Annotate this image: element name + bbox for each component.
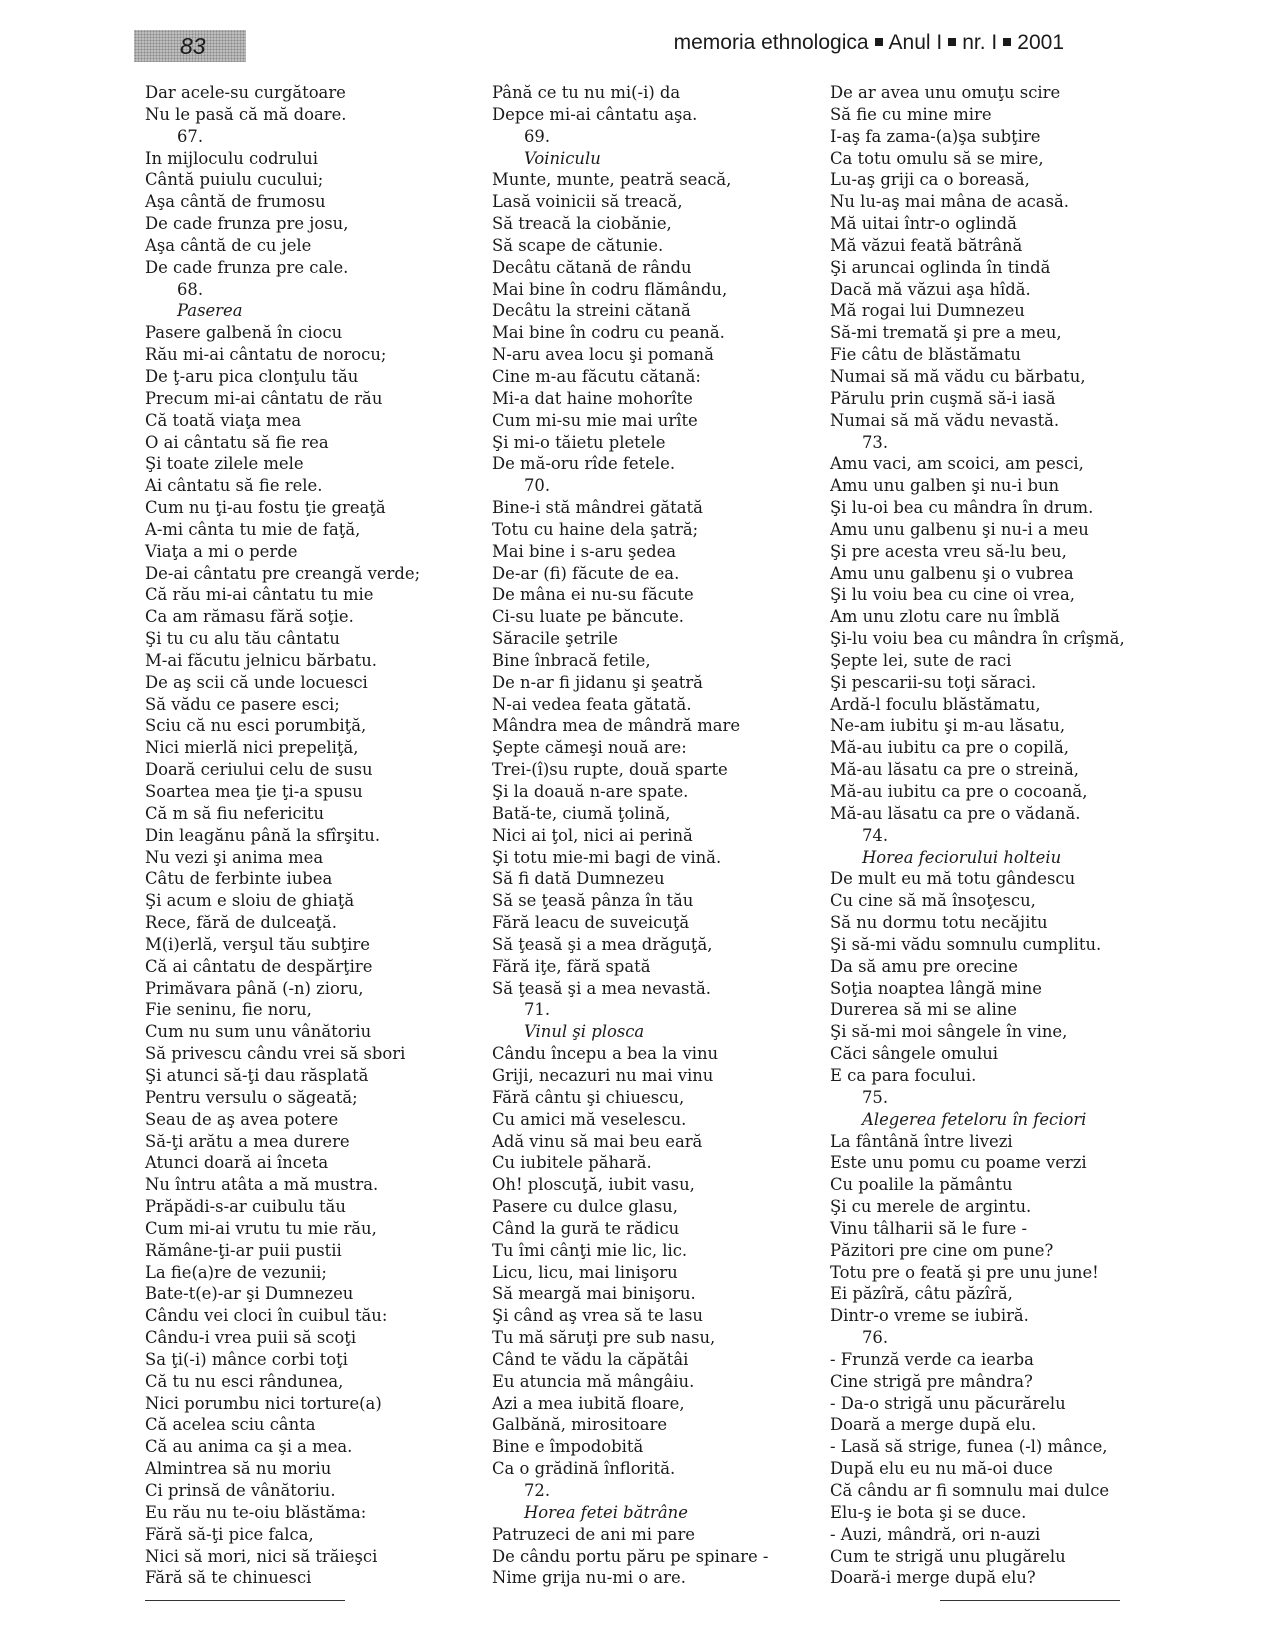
verse-line: Doară ceriului celu de susu bbox=[145, 760, 373, 780]
verse-line: N-ai vedea feata gătată. bbox=[492, 694, 692, 714]
poem-title: Horea feciorului holteiu bbox=[862, 847, 1062, 867]
verse-line: Că acelea sciu cânta bbox=[145, 1415, 316, 1435]
verse-line: Vinu tâlharii să le fure - bbox=[830, 1218, 1028, 1238]
verse-line: A-mi cânta tu mie de faţă, bbox=[145, 519, 361, 539]
verse-line: Fără cântu şi chiuescu, bbox=[492, 1087, 685, 1107]
verse-line: Şi aruncai oglinda în tindă bbox=[830, 257, 1051, 277]
verse-line: Lu-aş griji ca o boreasă, bbox=[830, 170, 1030, 190]
verse-line: Mă-au lăsatu ca pre o streină, bbox=[830, 760, 1079, 780]
footer-rule-right bbox=[940, 1600, 1120, 1601]
verse-line: Să-mi tremată şi pre a meu, bbox=[830, 323, 1062, 343]
verse-line: Cu poalile la pământu bbox=[830, 1175, 1013, 1195]
verse-line: Căci sângele omului bbox=[830, 1044, 999, 1064]
verse-line: Şi totu mie-mi bagi de vină. bbox=[492, 847, 722, 867]
verse-line: - Lasă să strige, funea (-l) mânce, bbox=[830, 1437, 1108, 1457]
verse-line: Griji, necazuri nu mai vinu bbox=[492, 1065, 714, 1085]
verse-line: Să scape de cătunie. bbox=[492, 235, 664, 255]
verse-line: Fără să-ţi pice falca, bbox=[145, 1524, 314, 1544]
verse-line: Rău mi-ai cântatu de norocu; bbox=[145, 345, 387, 365]
verse-line: Să ţeasă şi a mea drăguţă, bbox=[492, 934, 713, 954]
verse-line: Sciu că nu esci porumbiţă, bbox=[145, 716, 367, 736]
verse-line: De aş scii că unde locuesci bbox=[145, 672, 368, 692]
verse-line: După elu eu nu mă-oi duce bbox=[830, 1459, 1053, 1479]
poem-title: Vinul şi plosca bbox=[524, 1022, 645, 1042]
verse-line: De n-ar fi jidanu şi şeatră bbox=[492, 672, 703, 692]
verse-line: Nici să mori, nici să trăieşci bbox=[145, 1546, 378, 1566]
verse-line: Ca totu omulu să se mire, bbox=[830, 148, 1044, 168]
verse-line: Licu, licu, mai linişoru bbox=[492, 1262, 678, 1282]
verse-line: Precum mi-ai cântatu de rău bbox=[145, 388, 383, 408]
text-column-right bbox=[830, 82, 1125, 1589]
verse-line: - Auzi, mândră, ori n-auzi bbox=[830, 1524, 1041, 1544]
verse-line: Şi mi-o tăietu pletele bbox=[492, 432, 666, 452]
running-header bbox=[674, 28, 1064, 58]
verse-line: Ardă-l foculu blăstămatu, bbox=[830, 694, 1041, 714]
verse-line: Şepte lei, sute de raci bbox=[830, 650, 1012, 670]
poem-number: 72. bbox=[524, 1481, 551, 1500]
verse-line: Amu vaci, am scoici, am pesci, bbox=[830, 454, 1084, 474]
verse-line: Cându vei cloci în cuibul tău: bbox=[145, 1306, 388, 1326]
verse-line: Ei păzîră, câtu păzîră, bbox=[830, 1284, 1013, 1304]
verse-line: De mâna ei nu-su făcute bbox=[492, 585, 694, 605]
verse-line: Tu îmi cânţi mie lic, lic. bbox=[492, 1240, 688, 1260]
verse-line: La fântână între livezi bbox=[830, 1131, 1013, 1151]
verse-line: Patruzeci de ani mi pare bbox=[492, 1524, 695, 1544]
verse-line: Părulu prin cuşmă să-i iasă bbox=[830, 388, 1056, 408]
verse-line: Şi să-mi vădu somnulu cumplitu. bbox=[830, 934, 1102, 954]
verse-line: Munte, munte, peatră seacă, bbox=[492, 170, 732, 190]
verse-line: Când te vădu la căpătâi bbox=[492, 1349, 689, 1369]
poem-number: 69. bbox=[524, 126, 551, 146]
verse-line: Viaţa a mi o perde bbox=[145, 541, 298, 561]
verse-line: Bată-te, ciumă ţolină, bbox=[492, 803, 671, 823]
verse-line: Mă-au iubitu ca pre o cocoană, bbox=[830, 782, 1088, 801]
verse-line: Când la gură te rădicu bbox=[492, 1218, 680, 1238]
year-label: Anul I bbox=[888, 31, 943, 54]
verse-line: Aşa cântă de frumosu bbox=[145, 192, 326, 212]
verse-line: Almintrea să nu moriu bbox=[145, 1459, 332, 1479]
verse-line: Elu-ş ie bota şi se duce. bbox=[830, 1502, 1027, 1522]
verse-line: Să-ţi arătu a mea durere bbox=[145, 1131, 350, 1151]
square-bullet-icon bbox=[1003, 38, 1011, 46]
verse-line: Fie câtu de blăstămatu bbox=[830, 345, 1021, 365]
text-column-left bbox=[145, 82, 420, 1589]
verse-line: Că cându ar fi somnulu mai dulce bbox=[830, 1481, 1110, 1500]
verse-line: Eu atuncia mă mângâiu. bbox=[492, 1371, 695, 1391]
verse-line: Adă vinu să mai beu eară bbox=[492, 1131, 703, 1151]
verse-line: Seau de aş avea potere bbox=[145, 1109, 339, 1129]
verse-line: Dintr-o vreme se iubiră. bbox=[830, 1306, 1029, 1326]
verse-line: Cându-i vrea puii să scoţi bbox=[145, 1328, 357, 1348]
verse-line: Cine m-au făcutu cătană: bbox=[492, 366, 701, 386]
verse-line: Să se ţeasă pânza în tău bbox=[492, 891, 694, 911]
verse-line: - Frunză verde ca iearba bbox=[830, 1349, 1034, 1369]
verse-line: Şi-lu voiu bea cu mândra în crîşmă, bbox=[830, 629, 1125, 649]
verse-line: Prăpădi-s-ar cuibulu tău bbox=[145, 1197, 346, 1217]
verse-line: Câtu de ferbinte iubea bbox=[145, 869, 333, 889]
verse-line: Că au anima ca şi a mea. bbox=[145, 1437, 353, 1457]
verse-line: Şi toate zilele mele bbox=[145, 454, 304, 474]
verse-line: Mă rogai lui Dumnezeu bbox=[830, 301, 1025, 321]
verse-line: Cum mi-ai vrutu tu mie rău, bbox=[145, 1218, 377, 1238]
verse-line: Nici porumbu nici torture(a) bbox=[145, 1393, 382, 1413]
text-column-middle bbox=[492, 82, 768, 1589]
verse-line: Numai să mă vădu nevastă. bbox=[830, 410, 1060, 430]
verse-line: Păzitori pre cine om pune? bbox=[830, 1240, 1054, 1260]
verse-line: Fără să te chinuesci bbox=[145, 1568, 312, 1588]
square-bullet-icon bbox=[875, 38, 883, 46]
verse-line: Aşa cântă de cu jele bbox=[145, 235, 312, 255]
verse-line: Şi lu voiu bea cu cine oi vrea, bbox=[830, 585, 1075, 605]
verse-line: Totu pre o feată şi pre unu june! bbox=[830, 1262, 1099, 1282]
poem-title: Voiniculu bbox=[524, 148, 601, 168]
poem-number: 74. bbox=[862, 825, 889, 845]
verse-line: De ar avea unu omuţu scire bbox=[830, 83, 1061, 102]
verse-line: Mi-a dat haine mohorîte bbox=[492, 388, 693, 408]
verse-line: Ci prinsă de vânătoriu. bbox=[145, 1481, 336, 1500]
verse-line: Că ai cântatu de despărţire bbox=[145, 956, 373, 976]
verse-line: De-ar (fi) făcute de ea. bbox=[492, 563, 680, 583]
verse-line: Cându începu a bea la vinu bbox=[492, 1044, 719, 1064]
poem-number: 76. bbox=[862, 1328, 889, 1348]
verse-line: Doară-i merge după elu? bbox=[830, 1568, 1036, 1588]
verse-line: Până ce tu nu mi(-i) da bbox=[492, 83, 681, 102]
verse-line: Să treacă la ciobănie, bbox=[492, 214, 672, 234]
verse-line: Fără iţe, fără spată bbox=[492, 956, 651, 976]
verse-line: De-ai cântatu pre creangă verde; bbox=[145, 563, 421, 583]
verse-line: Mă-au lăsatu ca pre o vădană. bbox=[830, 803, 1081, 823]
verse-line: Pentru versulu o săgeată; bbox=[145, 1087, 358, 1107]
verse-line: Şi pre acesta vreu să-lu beu, bbox=[830, 541, 1067, 561]
verse-line: Mă văzui feată bătrână bbox=[830, 235, 1023, 255]
verse-line: Decâtu la streini cătană bbox=[492, 301, 691, 321]
poem-number: 70. bbox=[524, 476, 551, 496]
verse-line: Mă uitai într-o oglindă bbox=[830, 214, 1017, 234]
verse-line: Durerea să mi se aline bbox=[830, 1000, 1017, 1020]
verse-line: Cum nu ţi-au fostu ţie greaţă bbox=[145, 498, 386, 518]
publication-year: 2001 bbox=[1017, 31, 1064, 54]
footer-rule-left bbox=[145, 1600, 345, 1601]
verse-line: Bine e împodobită bbox=[492, 1437, 644, 1457]
verse-line: Că tu nu esci rândunea, bbox=[145, 1371, 344, 1391]
verse-line: Amu unu galben şi nu-i bun bbox=[830, 476, 1060, 496]
verse-line: Amu unu galbenu şi o vubrea bbox=[830, 563, 1074, 583]
verse-line: Că rău mi-ai cântatu tu mie bbox=[145, 585, 374, 605]
verse-line: - Da-o strigă unu păcurărelu bbox=[830, 1393, 1066, 1413]
poem-number: 67. bbox=[177, 126, 204, 146]
verse-line: Cu iubitele păhară. bbox=[492, 1153, 652, 1173]
verse-line: Şi tu cu alu tău cântatu bbox=[145, 629, 340, 649]
verse-line: Mai bine în codru cu peană. bbox=[492, 323, 725, 343]
verse-line: Pasere galbenă în ciocu bbox=[145, 323, 343, 343]
verse-line: Dacă mă văzui aşa hîdă. bbox=[830, 279, 1031, 299]
verse-line: Nu întru atâta a mă mustra. bbox=[145, 1175, 379, 1195]
verse-line: Pasere cu dulce glasu, bbox=[492, 1197, 678, 1217]
verse-line: Ci-su luate pe băncute. bbox=[492, 607, 685, 627]
verse-line: Şi când aş vrea să te lasu bbox=[492, 1306, 703, 1326]
verse-line: In mijloculu codrului bbox=[145, 148, 318, 168]
verse-line: Ai cântatu să fie rele. bbox=[145, 476, 323, 496]
issue-label: nr. I bbox=[962, 31, 998, 54]
verse-line: I-aş fa zama-(a)şa subţire bbox=[830, 126, 1041, 146]
verse-line: De ţ-aru pica clonţulu tău bbox=[145, 366, 359, 386]
poem-number: 73. bbox=[862, 432, 889, 452]
verse-line: Rămâne-ţi-ar puii pustii bbox=[145, 1240, 342, 1260]
verse-line: Totu cu haine dela şatră; bbox=[492, 519, 699, 539]
verse-line: Nu lu-aş mai mâna de acasă. bbox=[830, 192, 1069, 212]
verse-line: Dar acele-su curgătoare bbox=[145, 83, 346, 102]
verse-line: Numai să mă vădu cu bărbatu, bbox=[830, 366, 1086, 386]
verse-line: Şi pescarii-su toţi săraci. bbox=[830, 672, 1037, 692]
verse-line: Atunci doară ai înceta bbox=[145, 1153, 329, 1173]
verse-line: Să privescu cându vrei să sbori bbox=[145, 1044, 406, 1064]
verse-line: Din leagănu până la sfîrşitu. bbox=[145, 825, 381, 845]
verse-line: Şi acum e sloiu de ghiaţă bbox=[145, 891, 355, 911]
verse-line: Şepte cămeşi nouă are: bbox=[492, 738, 687, 758]
verse-line: Fie seninu, fie noru, bbox=[145, 1000, 312, 1020]
verse-line: Nu vezi şi anima mea bbox=[145, 847, 324, 867]
verse-line: M-ai făcutu jelnicu bărbatu. bbox=[145, 650, 377, 670]
verse-line: Sa ţi(-i) mânce corbi toţi bbox=[145, 1349, 348, 1369]
verse-line: Cum nu sum unu vânătoriu bbox=[145, 1022, 372, 1042]
verse-line: Nu le pasă că mă doare. bbox=[145, 104, 347, 124]
verse-line: Ca o grădină înflorită. bbox=[492, 1459, 676, 1479]
verse-line: Cu amici mă veselescu. bbox=[492, 1109, 687, 1129]
verse-line: Săracile şetrile bbox=[492, 629, 618, 649]
verse-line: Oh! ploscuţă, iubit vasu, bbox=[492, 1175, 695, 1195]
verse-line: Cum te strigă unu plugărelu bbox=[830, 1546, 1066, 1566]
verse-line: Este unu pomu cu poame verzi bbox=[830, 1153, 1087, 1173]
verse-line: Cu cine să mă însoţescu, bbox=[830, 891, 1036, 911]
verse-line: Mai bine în codru flămându, bbox=[492, 279, 728, 299]
verse-line: Rece, fără de dulceaţă. bbox=[145, 913, 337, 933]
verse-line: Nici ai ţol, nici ai perină bbox=[492, 825, 693, 845]
poem-number: 75. bbox=[862, 1087, 889, 1107]
verse-line: Soţia noaptea lângă mine bbox=[830, 978, 1042, 998]
verse-line: Decâtu cătană de rându bbox=[492, 257, 692, 277]
square-bullet-icon bbox=[948, 38, 956, 46]
verse-line: Soartea mea ţie ţi-a spusu bbox=[145, 782, 363, 801]
verse-line: O ai cântatu să fie rea bbox=[145, 432, 329, 452]
verse-line: Să fie cu mine mire bbox=[830, 104, 992, 124]
poem-title: Paserea bbox=[177, 301, 243, 321]
verse-line: Că m să fiu nefericitu bbox=[145, 803, 325, 823]
verse-line: Tu mă săruţi pre sub nasu, bbox=[492, 1328, 716, 1348]
verse-line: La fie(a)re de vezunii; bbox=[145, 1262, 327, 1282]
verse-line: N-aru avea locu şi pomană bbox=[492, 345, 714, 365]
verse-line: Şi cu merele de argintu. bbox=[830, 1197, 1032, 1217]
verse-line: Şi să-mi moi sângele în vine, bbox=[830, 1022, 1068, 1042]
verse-line: Nime grija nu-mi o are. bbox=[492, 1568, 686, 1588]
verse-line: Cântă puiulu cucului; bbox=[145, 170, 324, 190]
journal-title: memoria ethnologica bbox=[673, 31, 869, 54]
verse-line: De mult eu mă totu gândescu bbox=[830, 869, 1076, 889]
verse-line: Şi lu-oi bea cu mândra în drum. bbox=[830, 498, 1094, 518]
verse-line: Azi a mea iubită floare, bbox=[492, 1393, 685, 1413]
verse-line: Bate-t(e)-ar şi Dumnezeu bbox=[145, 1284, 354, 1304]
verse-line: Că toată viaţa mea bbox=[145, 410, 302, 430]
verse-line: Cine strigă pre mândra? bbox=[830, 1371, 1033, 1391]
verse-line: Să nu dormu totu necăjitu bbox=[830, 913, 1048, 933]
verse-line: Trei-(î)su rupte, două sparte bbox=[492, 760, 728, 780]
verse-line: M(i)erlă, verşul tău subţire bbox=[145, 934, 370, 954]
verse-line: Eu rău nu te-oiu blăstăma: bbox=[145, 1502, 367, 1522]
verse-line: Mai bine i s-aru şedea bbox=[492, 541, 677, 561]
verse-line: Şi atunci să-ţi dau răsplată bbox=[145, 1065, 369, 1085]
page-number: 83 bbox=[134, 30, 246, 62]
verse-line: Să meargă mai binişoru. bbox=[492, 1284, 696, 1304]
verse-line: Amu unu galbenu şi nu-i a meu bbox=[830, 519, 1089, 539]
poem-title: Horea fetei bătrâne bbox=[524, 1502, 688, 1522]
verse-line: Ne-am iubitu şi m-au lăsatu, bbox=[830, 716, 1066, 736]
verse-line: Da să amu pre orecine bbox=[830, 956, 1018, 976]
verse-line: Nici mierlă nici prepeliţă, bbox=[145, 738, 359, 758]
verse-line: De cade frunza pre cale. bbox=[145, 257, 349, 277]
verse-line: Depce mi-ai cântatu aşa. bbox=[492, 104, 698, 124]
verse-line: Cum mi-su mie mai urîte bbox=[492, 410, 698, 430]
poem-title: Alegerea feteloru în feciori bbox=[862, 1109, 1087, 1129]
verse-line: E ca para focului. bbox=[830, 1065, 977, 1085]
verse-line: Să fi dată Dumnezeu bbox=[492, 869, 665, 889]
verse-line: De mă-oru rîde fetele. bbox=[492, 454, 676, 474]
verse-line: De cade frunza pre josu, bbox=[145, 214, 349, 234]
verse-line: Fără leacu de suveicuţă bbox=[492, 913, 690, 933]
verse-line: Primăvara până (-n) zioru, bbox=[145, 978, 364, 998]
verse-line: Mândra mea de mândră mare bbox=[492, 716, 741, 736]
verse-line: Ca am rămasu fără soţie. bbox=[145, 607, 354, 627]
verse-line: Şi la doauă n-are spate. bbox=[492, 782, 689, 801]
verse-line: Lasă voinicii să treacă, bbox=[492, 192, 683, 212]
verse-line: Bine înbracă fetile, bbox=[492, 650, 651, 670]
verse-line: Să vădu ce pasere esci; bbox=[145, 694, 340, 714]
verse-line: Mă-au iubitu ca pre o copilă, bbox=[830, 738, 1070, 758]
poem-number: 71. bbox=[524, 1000, 551, 1020]
verse-line: Doară a merge după elu. bbox=[830, 1415, 1037, 1435]
verse-line: Galbănă, mirositoare bbox=[492, 1415, 668, 1435]
verse-line: Să ţeasă şi a mea nevastă. bbox=[492, 978, 712, 998]
poem-number: 68. bbox=[177, 279, 204, 299]
verse-line: De cându portu păru pe spinare - bbox=[492, 1546, 769, 1566]
verse-line: Bine-i stă mândrei gătată bbox=[492, 498, 703, 518]
verse-line: Am unu zlotu care nu îmblă bbox=[830, 607, 1060, 627]
